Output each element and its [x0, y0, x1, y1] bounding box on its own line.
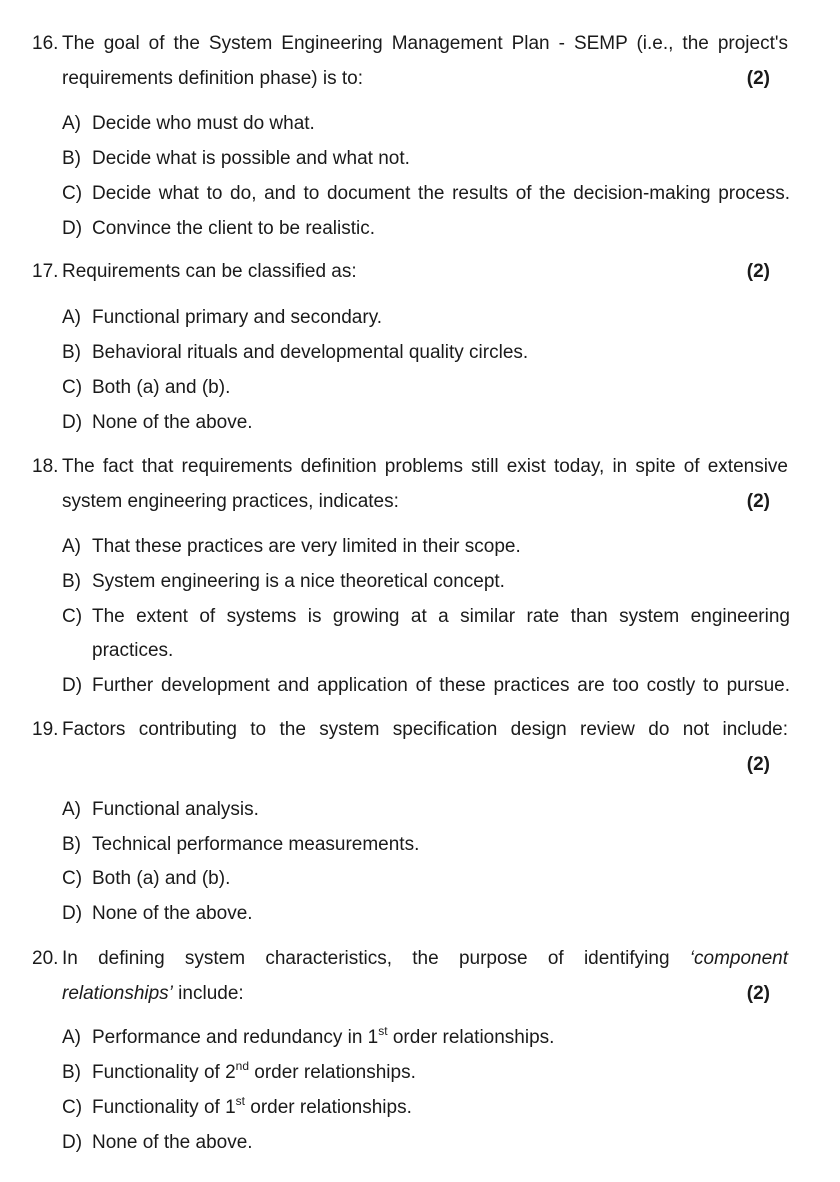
- option-c-continuation: practices.: [92, 640, 174, 661]
- question-17-line-1: [32, 259, 788, 285]
- option-text: Decide who must do what.: [92, 113, 315, 134]
- option-text-pre: Performance and redundancy in 1: [92, 1027, 379, 1048]
- option-text-post: order relationships.: [249, 1062, 416, 1083]
- option-letter: D): [62, 218, 83, 239]
- option-text: Convince the client to be realistic.: [92, 218, 376, 239]
- question-text: The fact that requirements definition problems still exist today, in spite of extensive: [62, 456, 788, 477]
- question-text: Requirements can be classified as:: [62, 261, 357, 282]
- ordinal-superscript: st: [378, 1023, 388, 1038]
- option-letter: B): [62, 342, 81, 363]
- option-letter: A): [62, 799, 81, 820]
- option-letter: C): [62, 183, 83, 204]
- option-d: [62, 673, 790, 699]
- question-text: The goal of the System Engineering Management Plan - SEMP (i.e., the project's: [62, 33, 788, 54]
- question-18-line-2: system engineering practices, indicates:: [62, 491, 399, 512]
- question-16-line-1: [32, 31, 788, 57]
- option-text: The extent of systems is growing at a similar rate than system engineering: [92, 606, 790, 627]
- question-text: [62, 946, 788, 972]
- option-text: Technical performance measurements.: [92, 834, 420, 855]
- question-marks: (2): [746, 491, 770, 512]
- question-marks: (2): [746, 261, 770, 282]
- option-text-post: order relationships.: [387, 1027, 555, 1048]
- option-text: None of the above.: [92, 903, 253, 924]
- option-letter: B): [62, 571, 81, 592]
- option-text: None of the above.: [92, 1132, 253, 1153]
- option-text: Both (a) and (b).: [92, 377, 231, 398]
- option-text-post: order relationships.: [244, 1097, 412, 1118]
- option-text: Functional analysis.: [92, 799, 259, 820]
- question-text-italic: relationships’: [62, 983, 173, 1004]
- question-text-italic: ‘component: [689, 948, 789, 969]
- question-marks: (2): [746, 754, 770, 775]
- question-marks: (2): [746, 68, 770, 89]
- option-letter: D): [62, 903, 83, 924]
- question-number: 18.: [32, 456, 59, 477]
- question-18-line-1: [32, 454, 788, 480]
- question-19-line-1: [32, 717, 788, 743]
- option-letter: D): [62, 675, 83, 696]
- question-16-line-2: requirements definition phase) is to:: [62, 68, 363, 89]
- option-letter: D): [62, 1132, 83, 1153]
- option-letter: B): [62, 148, 81, 169]
- option-text: System engineering is a nice theoretical concept.: [92, 571, 505, 592]
- ordinal-superscript: st: [235, 1093, 245, 1108]
- option-letter: C): [62, 377, 83, 398]
- option-text: Functional primary and secondary.: [92, 307, 383, 328]
- question-text-plain: include:: [172, 983, 244, 1004]
- option-text: Decide what to do, and to document the results of the decision-making process.: [92, 183, 790, 204]
- question-20-line-1: [32, 946, 788, 972]
- option-letter: C): [62, 606, 83, 627]
- option-text: [92, 1095, 412, 1121]
- option-c: [62, 604, 790, 630]
- option-letter: B): [62, 834, 81, 855]
- option-text: Further development and application of these practices are too costly to pursue.: [92, 675, 790, 696]
- option-letter: A): [62, 307, 81, 328]
- question-text: Factors contributing to the system specification design review do not include:: [62, 719, 788, 740]
- option-c: [62, 181, 790, 207]
- question-marks: (2): [746, 983, 770, 1004]
- option-text: That these practices are very limited in their scope.: [92, 536, 521, 557]
- option-text: Both (a) and (b).: [92, 868, 231, 889]
- option-text: None of the above.: [92, 412, 253, 433]
- question-text-plain: In defining system characteristics, the purpose of identifying: [62, 948, 670, 969]
- ordinal-superscript: nd: [235, 1058, 249, 1073]
- option-text: [92, 1060, 416, 1086]
- option-text: Behavioral rituals and developmental quality circles.: [92, 342, 529, 363]
- question-number: 19.: [32, 719, 59, 740]
- question-number: 20.: [32, 948, 59, 969]
- option-text: Decide what is possible and what not.: [92, 148, 410, 169]
- question-number: 17.: [32, 261, 59, 282]
- option-text: [92, 1025, 554, 1051]
- option-text-pre: Functionality of 1: [92, 1097, 236, 1118]
- option-letter: A): [62, 536, 81, 557]
- option-letter: D): [62, 412, 83, 433]
- option-text-pre: Functionality of 2: [92, 1062, 236, 1083]
- question-number: 16.: [32, 33, 59, 54]
- option-letter: A): [62, 113, 81, 134]
- question-20-line-2: [62, 981, 762, 1007]
- option-letter: B): [62, 1062, 81, 1083]
- option-letter: C): [62, 868, 83, 889]
- option-letter: A): [62, 1027, 81, 1048]
- option-letter: C): [62, 1097, 83, 1118]
